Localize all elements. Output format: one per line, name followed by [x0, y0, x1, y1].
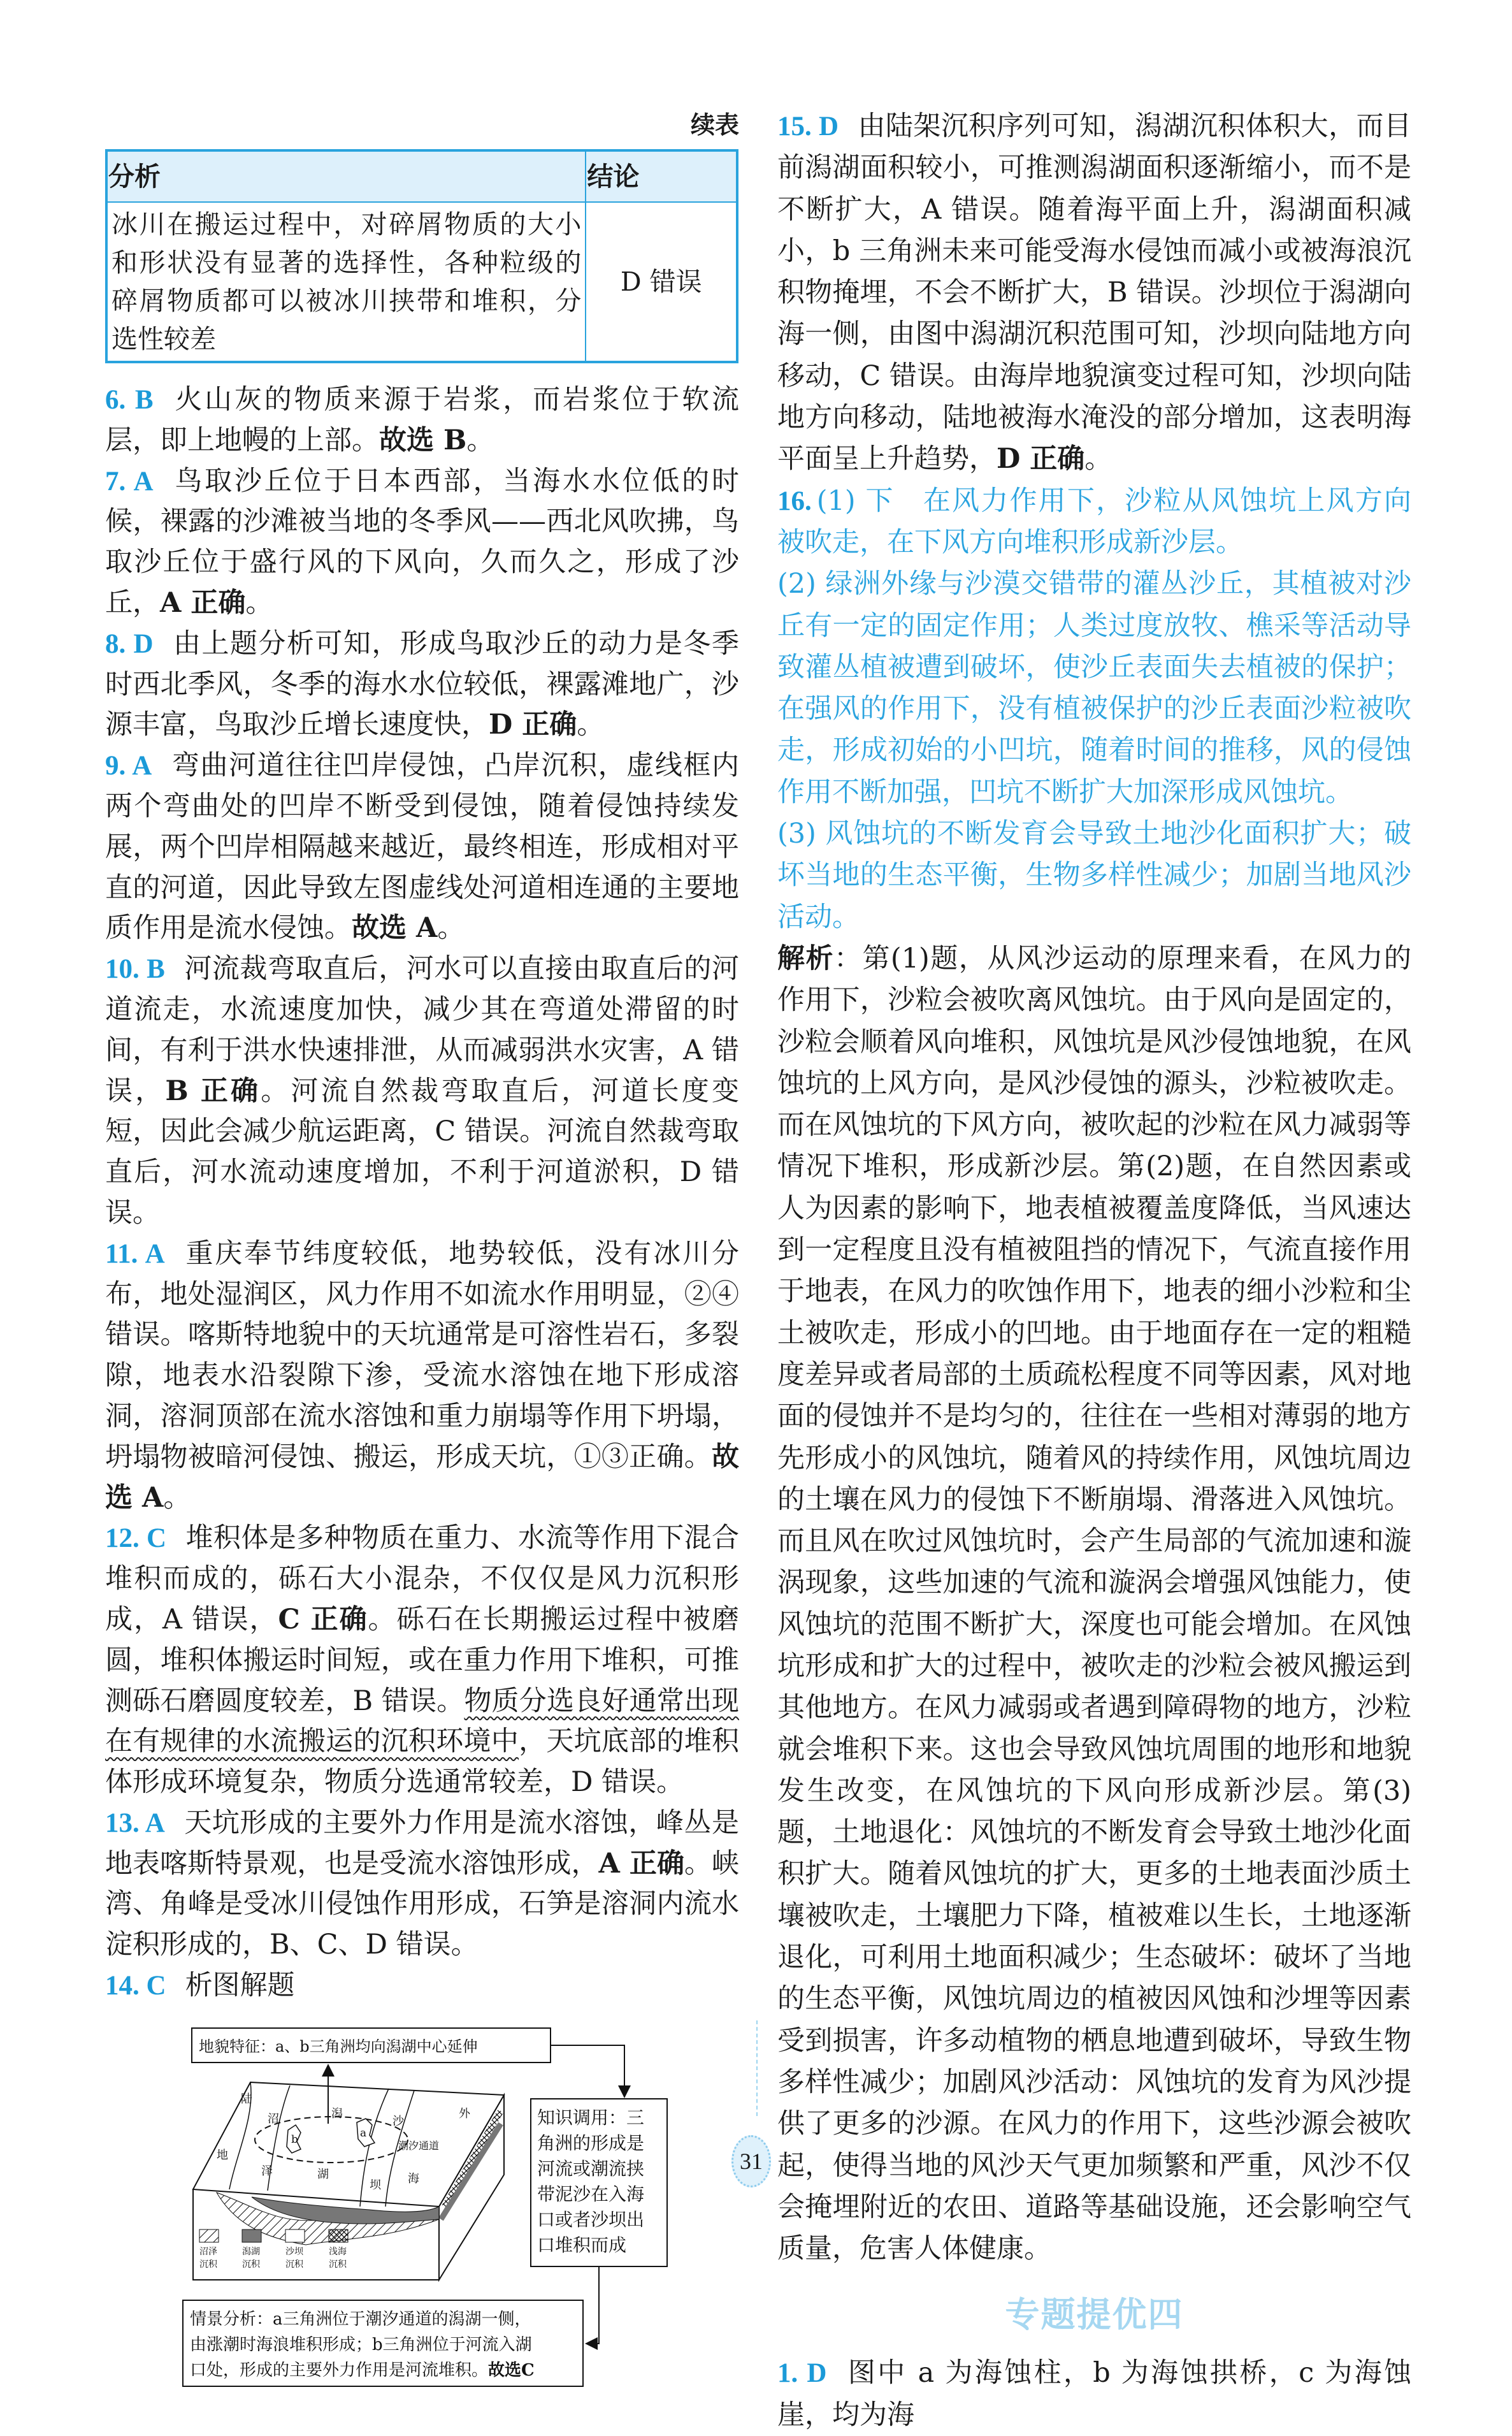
legend-label: 沉积: [285, 2259, 303, 2270]
explanation-text: 。河流自然裁弯取直后，河道长度变短，因此会减少航运距离，C 错误。河流自然裁弯取直后，河水流动速度增加，不利于河道淤积，D 错误。: [105, 1075, 740, 1229]
explanation-text: 鸟取沙丘位于日本西部，当海水水位低的时候，裸露的沙滩被当地的冬季风——西北风吹拂，鸟取沙丘位于盛行风的下风向，久而久之，形成了沙丘，: [105, 465, 739, 619]
table-cell-conclusion: D 错误: [586, 202, 737, 362]
answer-text: (1) 下 在风力作用下，沙粒从风蚀坑上风方向被吹走，在下风方向堆积形成新沙层。: [777, 484, 1411, 558]
bold-text: A 正确: [598, 1847, 684, 1880]
answer-label: 14. C: [105, 1971, 166, 2001]
explanation-text: 。峡湾、角峰是受冰川侵蚀作用形成，石笋是溶洞内流水淀积形成的，B、C、D 错误。: [105, 1847, 740, 1961]
answer-label: 8. D: [105, 628, 154, 659]
scenario-text: 由涨潮时海浪堆积形成；b三角洲位于河流入湖: [190, 2335, 532, 2354]
answer-item: [105, 1234, 739, 1519]
legend-label: 沉积: [329, 2259, 347, 2270]
explanation-text: 。: [437, 912, 465, 945]
analysis-table: [105, 149, 738, 363]
answer-label: 13. A: [105, 1808, 165, 1838]
answer-label: 16.: [777, 486, 812, 516]
knowledge-text: 口堆积而成: [537, 2234, 627, 2256]
answer-item: [777, 938, 1411, 2270]
answer-label: 6. B: [105, 385, 154, 415]
answer-label: 15. D: [777, 112, 839, 141]
map-label: 坝: [370, 2178, 381, 2192]
right-column-answers: [777, 106, 1411, 2270]
explanation-text: 由上题分析可知，形成鸟取沙丘的动力是冬季时西北季风，冬季的海水水位较低，裸露滩地广，沙源丰富，鸟取沙丘增长速度快，: [105, 627, 739, 741]
answer-label: 10. B: [105, 954, 165, 985]
map-label: 潟: [331, 2106, 343, 2121]
bold-text: C 正确: [278, 1603, 368, 1635]
bold-text: D 正确: [489, 709, 577, 741]
map-label: 海: [408, 2171, 419, 2186]
legend-label: 潟湖: [242, 2246, 260, 2257]
legend-label: 沉积: [242, 2259, 260, 2270]
answer-text: (2) 绿洲外缘与沙漠交错带的灌丛沙丘，其植被对沙丘有一定的固定作用；人类过度放牧、樵采等活动导致灌丛植被遭到破坏，使沙丘表面失去植被的保护；在强风的作用下，没有植被保护的沙丘表面沙粒被吹走，形成初始的小凹坑，随着时间的推移，风的侵蚀作用不断加强，凹坑不断扩大加深形成风蚀坑。: [777, 568, 1411, 808]
map-label: 泽: [261, 2164, 273, 2178]
answer-item: [105, 1518, 739, 1803]
explanation-text: ，天坑底部的堆积体形成环境复杂，物质分选通常较差，D 错误。: [105, 1725, 740, 1799]
explanation-text: 。: [577, 709, 605, 741]
legend-label: 沙坝: [285, 2246, 303, 2257]
table-header-row: [106, 150, 737, 202]
explanation-text: 。: [1084, 443, 1112, 475]
answer-item: [105, 949, 739, 1234]
map-label: 湖: [317, 2167, 329, 2181]
table-cell-analysis: 冰川在搬运过程中，对碎屑物质的大小和形状没有显著的选择性，各种粒级的碎屑物质都可以被冰川挟带和堆积，分选性较差: [106, 202, 586, 362]
bold-text: 故选 B: [379, 424, 467, 456]
landform-analysis-diagram: [178, 2015, 675, 2398]
answer-item: [105, 380, 739, 461]
answer-item: [777, 481, 1411, 564]
bold-text: 故选 A: [352, 912, 438, 945]
knowledge-text: 带泥沙在入海: [537, 2183, 645, 2205]
table-row: [106, 202, 737, 362]
answer-text: (3) 风蚀坑的不断发育会导致土地沙化面积扩大；破坏当地的生态平衡，生物多样性减少；加剧当地风沙活动。: [777, 818, 1411, 933]
map-label: 沙: [392, 2114, 404, 2128]
scenario-text: 情景分析：a三角洲位于潮汐通道的潟湖一侧，: [190, 2309, 531, 2329]
arrow-to-knowledge: [551, 2045, 624, 2097]
next-section-item: [777, 2353, 1411, 2436]
answer-item: [105, 746, 739, 949]
explanation-text: ：第(1)题，从风沙运动的原理来看，在风力的作用下，沙粒会被吹离风蚀坑。由于风向是固定的，沙粒会顺着风向堆积，风蚀坑是风沙侵蚀地貌，在风蚀坑的上风方向，是风沙侵蚀的源头，沙粒被吹走。而在风蚀坑的下风方向，被吹起的沙粒在风力减弱等情况下堆积，形成新沙层。第(2)题，在自然因素或人为因素的影响下，地表植被覆盖度降低，当风速达到一定程度且没有植被阻挡的情况下，气流直接作用于地表，在风力的吹蚀作用下，地表的细小沙粒和尘土被吹走，形成小的凹地。由于地面存在一定的粗糙度差异或者局部的土质疏松程度不同等因素，风对地面的侵蚀并不是均匀的，往往在一些相对薄弱的地方先形成小的风蚀坑，随着风的持续作用，风蚀坑周边的土壤在风力的侵蚀下不断崩塌、滑落进入风蚀坑。而且风在吹过风蚀坑时，会产生局部的气流加速和漩涡现象，这些加速的气流和漩涡会增强风蚀能力，使风蚀坑的范围不断扩大，深度也可能会增加。在风蚀坑形成和扩大的过程中，被吹走的沙粒会被风搬运到其他地方。在风力减弱或者遇到障碍物的地方，沙粒就会堆积下来。这也会导致风蚀坑周围的地形和地貌发生改变，在风蚀坑的下风向形成新沙层。第(3)题，土地退化：风蚀坑的不断发育会导致土地沙化面积扩大。随着风蚀坑的扩大，更多的土地表面沙质土壤被吹走，土壤肥力下降，植被难以生长，土地逐渐退化，可利用土地面积减少；生态破坏：破坏了当地的生态平衡，风蚀坑周边的植被因风蚀和沙埋等因素受到损害，许多动植物的栖息地遭到破坏，导致生物多样性减少；加剧风沙活动：风蚀坑的发育为风沙提供了更多的沙源。在风力的作用下，这些沙源会被吹起，使得当地的风沙天气更加频繁和严重，风沙不仅会掩埋附近的农田、道路等基础设施，还会影响空气质量，危害人体健康。: [777, 942, 1411, 2265]
knowledge-text: 知识调用：三: [537, 2106, 645, 2128]
column-divider: [756, 2020, 758, 2116]
explanation-text: 。砾石在长期搬运过程中被磨圆，堆积体搬运时间短，或在重力作用下堆积，可推测砾石磨圆度较差，B 错误。: [105, 1603, 739, 1717]
answer-item: [777, 563, 1411, 813]
arrow-to-scenario: [586, 2266, 599, 2344]
legend-label: 沼泽: [199, 2246, 217, 2257]
bold-text: A 正确: [160, 586, 246, 619]
explanation-text: 图中 a 为海蚀柱，b 为海蚀拱桥，c 为海蚀崖，均为海: [777, 2357, 1411, 2431]
answer-label: 12. C: [105, 1523, 167, 1554]
knowledge-text: 口或者沙坝出: [537, 2208, 645, 2230]
answer-item: [777, 2353, 1411, 2436]
answer-label: 1. D: [777, 2358, 827, 2389]
explanation-text: 析图解题: [185, 1969, 295, 2002]
explanation-text: 弯曲河道往往凹岸侵蚀，凸岸沉积，虚线框内两个弯曲处的凹岸不断受到侵蚀，随着侵蚀持续发展，两个凹岸相隔越来越近，最终相连，形成相对平直的河道，因此导致左图虚线处河道相连通的主要地质作用是流水侵蚀。: [105, 750, 740, 945]
map-label: 地: [217, 2148, 228, 2162]
answer-item: [105, 624, 739, 746]
answer-item: [105, 1966, 739, 2006]
table-header-analysis: 分析: [106, 150, 586, 202]
left-column: [105, 106, 739, 2402]
scenario-text-last: [190, 2361, 535, 2380]
answer-item: [777, 813, 1411, 938]
answer-label: 9. A: [105, 751, 152, 781]
page-number: 31: [731, 2135, 771, 2187]
knowledge-text: 河流或潮流挟: [537, 2157, 645, 2179]
table-header-conclusion: 结论: [586, 150, 737, 202]
explanation-text: 天坑形成的主要外力作用是流水溶蚀，峰丛是地表喀斯特景观，也是受流水溶蚀形成，: [105, 1806, 739, 1880]
bold-text: 解析: [777, 942, 834, 975]
explanation-text: 河流裁弯取直后，河水可以直接由取直后的河道流走，水流速度加快，减少其在弯道处滞留的时间，有利于洪水快速排泄，从而减弱洪水灾害，A 错误，: [105, 953, 739, 1107]
map-label: 潮汐通道: [398, 2139, 440, 2152]
map-label: 陆: [241, 2092, 252, 2106]
explanation-text: 。: [466, 424, 494, 456]
explanation-text: 重庆奉节纬度较低，地势较低，没有冰川分布，地处湿润区，风力作用不如流水作用明显，②④错误。喀斯特地貌中的天坑通常是可溶性岩石，多裂隙，地表水沿裂隙下渗，受流水溶蚀在地下形成溶洞，溶洞顶部在流水溶蚀和重力崩塌等作用下坍塌，坍塌物被暗河侵蚀、搬运，形成天坑，①③正确。: [105, 1237, 739, 1473]
map-label: a: [360, 2126, 367, 2140]
bold-text: D 正确: [997, 443, 1085, 475]
bold-text: B 正确: [165, 1075, 261, 1107]
answer-item: [105, 461, 739, 624]
map-label: b: [291, 2133, 298, 2146]
answer-item: [777, 106, 1411, 481]
answer-item: [105, 1803, 739, 1966]
landform-feature-text: 地貌特征：a、b三角洲均向潟湖中心延伸: [199, 2037, 478, 2055]
right-column: [777, 106, 1411, 2436]
scenario-text: 口处，形成的主要外力作用是河流堆积。: [190, 2360, 489, 2380]
explanation-text: 堆积体是多种物质在重力、水流等作用下混合堆积而成的，砾石大小混杂，不仅仅是风力沉积形成，A 错误，: [105, 1522, 740, 1635]
scenario-answer: 故选C: [488, 2360, 535, 2380]
explanation-text: 。: [245, 586, 273, 619]
answer-label: 11. A: [105, 1238, 165, 1269]
explanation-text: 由陆架沉积序列可知，潟湖沉积体积大，而目前潟湖面积较小，可推测潟湖面积逐渐缩小，而不是不断扩大，A 错误。随着海平面上升，潟湖面积减小，b 三角洲未来可能受海水侵蚀而减小或被海浪沉积物掩埋，不会不断扩大，B 错误。沙坝位于潟湖向海一侧，由图中潟湖沉积范围可知，沙坝向陆地方向移动，C 错误。由海岸地貌演变过程可知，沙坝向陆地方向移动，陆地被海水淹没的部分增加，这表明海平面呈上升趋势，: [777, 110, 1412, 475]
bold-text: 故选 A: [105, 1440, 739, 1514]
answer-label: 7. A: [105, 466, 154, 497]
legend-label: 沉积: [199, 2259, 217, 2270]
legend-label: 浅海: [329, 2246, 347, 2257]
explanation-text: 火山灰的物质来源于岩浆，而岩浆位于软流层，即上地幔的上部。: [105, 384, 739, 456]
knowledge-text: 角洲的形成是: [537, 2132, 645, 2154]
section-heading: 专题提优四: [1005, 2294, 1184, 2335]
block-diagram: [193, 2082, 504, 2280]
left-column-answers: [105, 380, 739, 2006]
continued-table-label: 续表: [690, 110, 739, 139]
diagram-container: [105, 2006, 739, 2402]
explanation-text: 。: [163, 1481, 191, 1514]
map-label: 沼: [268, 2112, 279, 2126]
underlined-text: 物质分选良好通常出现在有规律的水流搬运的沉积环境中: [105, 1685, 739, 1758]
map-label: 外: [459, 2106, 470, 2121]
